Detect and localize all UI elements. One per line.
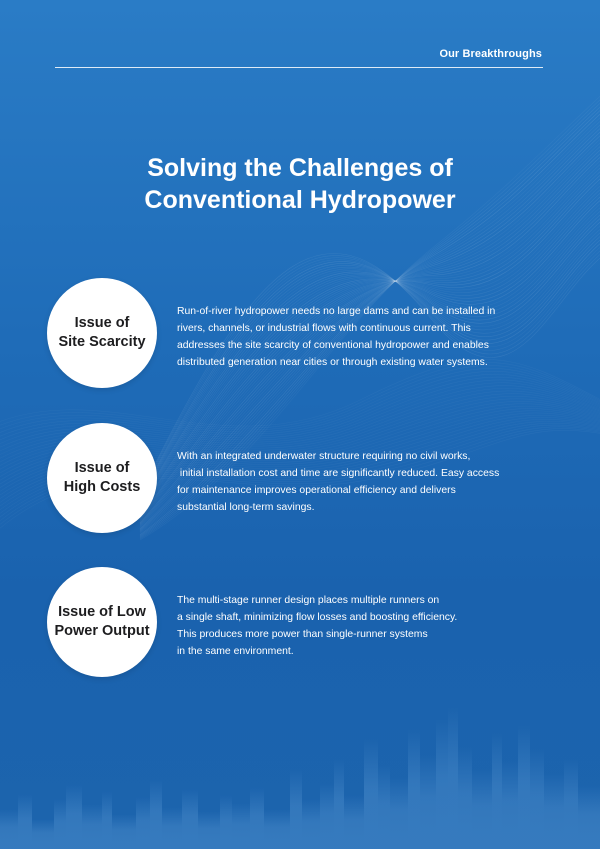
issue-description-line: in the same environment.	[177, 646, 294, 657]
issue-item-high-costs	[47, 423, 547, 535]
issue-description-line: With an integrated underwater structure requiring no civil works,	[177, 451, 471, 462]
issue-circle	[47, 278, 157, 388]
issue-description-line: This produces more power than single-runner systems	[177, 629, 428, 640]
issue-title-line-2: Site Scarcity	[58, 334, 146, 350]
issue-description-line: Run-of-river hydropower needs no large dams and can be installed in	[177, 306, 496, 317]
issue-description-line: a single shaft, minimizing flow losses and boosting efficiency.	[177, 612, 458, 623]
issue-description-line: substantial long-term savings.	[177, 502, 315, 513]
issue-title-line-2: Power Output	[54, 623, 150, 639]
section-label: Our Breakthroughs	[439, 48, 542, 60]
issue-title-line-1: Issue of	[74, 315, 130, 331]
page-title	[0, 152, 600, 216]
issue-description-line: distributed generation near cities or through existing water systems.	[177, 357, 488, 368]
issue-description	[177, 303, 547, 371]
issue-item-low-power-output	[47, 567, 547, 679]
issue-description-line: for maintenance improves operational efficiency and delivers	[177, 485, 456, 496]
issue-circle	[47, 567, 157, 677]
issue-title-line-1: Issue of	[74, 460, 130, 476]
issue-title-line-1: Issue of Low	[58, 604, 146, 620]
issue-description	[177, 448, 547, 516]
header-divider	[55, 67, 543, 68]
issue-description-line: initial installation cost and time are significantly reduced. Easy access	[177, 468, 500, 479]
issue-title-line-2: High Costs	[63, 479, 141, 495]
page-title-line-1: Solving the Challenges of	[147, 154, 453, 182]
page-title-line-2: Conventional Hydropower	[144, 186, 456, 214]
issue-description-line: addresses the site scarcity of conventional hydropower and enables	[177, 340, 489, 351]
issue-circle	[47, 423, 157, 533]
issue-description-line: rivers, channels, or industrial flows with continuous current. This	[177, 323, 471, 334]
city-skyline-decoration	[0, 699, 600, 849]
issue-description	[177, 592, 547, 660]
issue-description-line: The multi-stage runner design places multiple runners on	[177, 595, 440, 606]
issue-item-site-scarcity	[47, 278, 547, 390]
